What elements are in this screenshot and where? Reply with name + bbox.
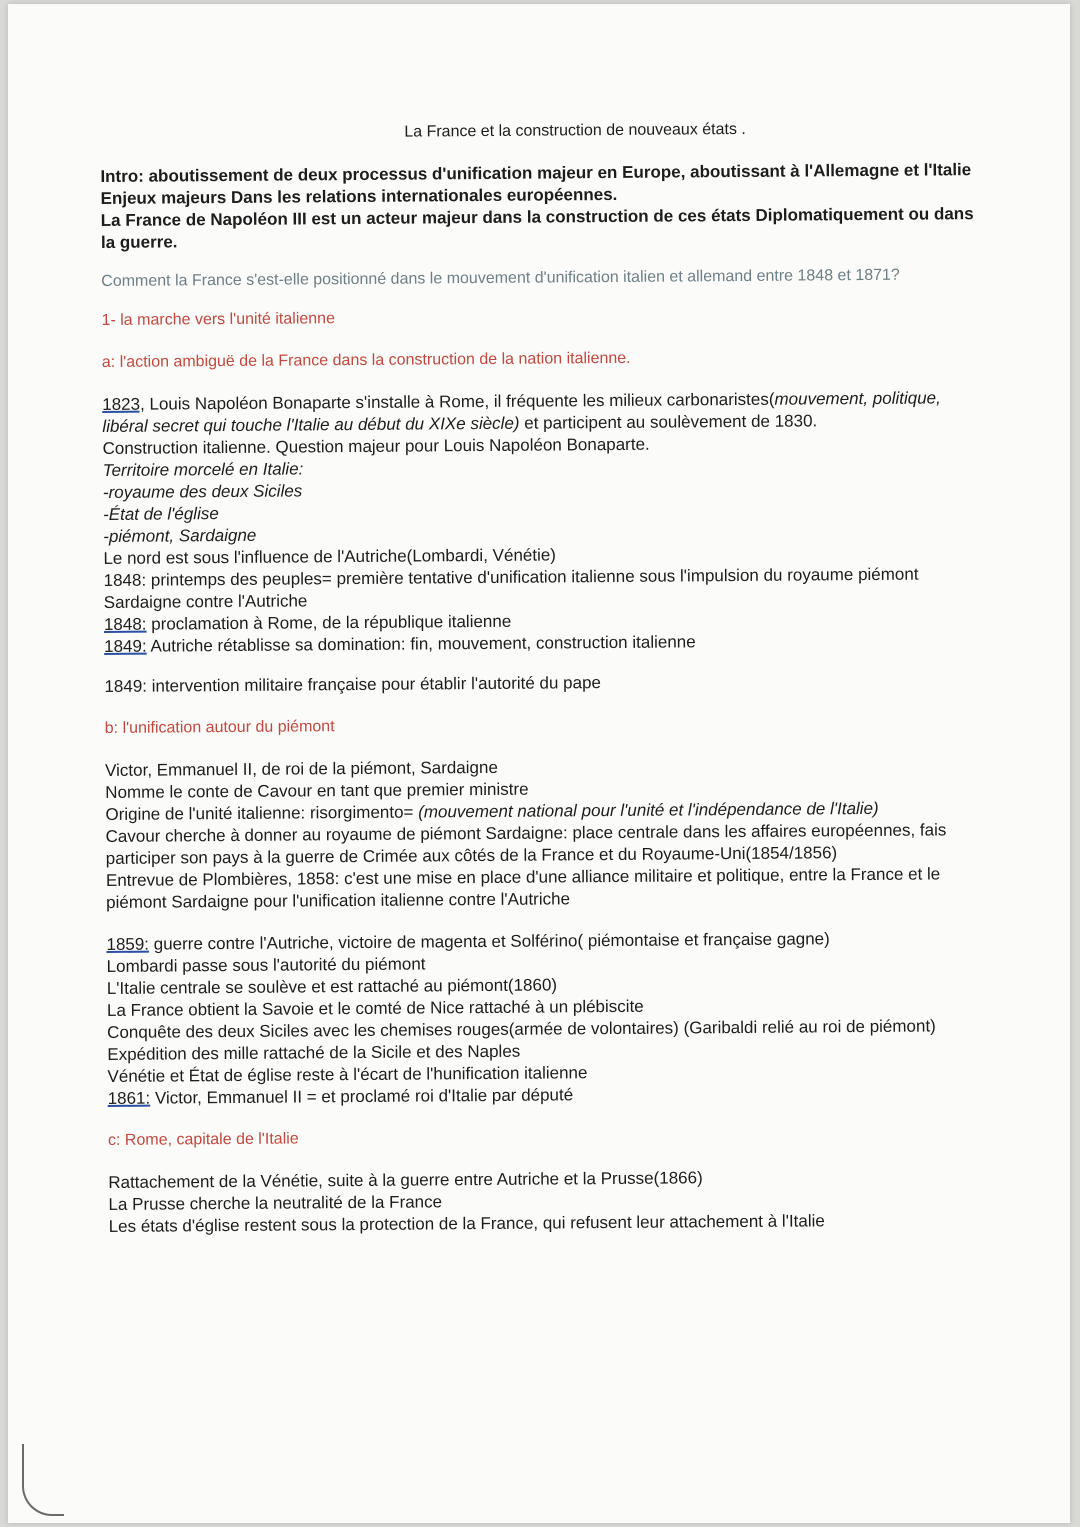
- page-curl-shadow: [22, 1444, 64, 1516]
- text: Autriche rétablisse sa domination: fin, mouvement, construction italienne: [146, 632, 696, 656]
- year: 1823,: [102, 394, 145, 414]
- text-italic: (mouvement national pour l'unité et l'indépendance de l'Italie): [418, 798, 879, 822]
- text-line: 1848: printemps des peuples= première tentative d'unification italienne sous l'impulsion du royaume piémont Sardaigne contre l'Autriche: [103, 564, 919, 612]
- text-line: Expédition des mille rattaché de la Sicile et des Naples: [107, 1041, 521, 1064]
- year: 1849:: [104, 636, 147, 656]
- text-line: Le nord est sous l'influence de l'Autriche(Lombardi, Vénétie): [103, 545, 557, 568]
- text-line: Les états d'église restent sous la protection de la France, qui refusent leur attachement à l'Italie: [108, 1211, 825, 1236]
- intro-block: [100, 159, 981, 254]
- year: 1848:: [103, 614, 147, 634]
- subsection-heading-a: a: l'action ambiguë de la France dans la construction de la nation italienne.: [101, 349, 631, 371]
- text: proclamation à Rome, de la république italienne: [146, 611, 512, 634]
- text-line: Entrevue de Plombières, 1858: c'est une mise en place d'une alliance militaire et politique, entre la France et le piémont Sardaigne pour l'unification italienne contre l'Autriche: [105, 864, 941, 912]
- text-line: Vénétie et État de église reste à l'écart de l'hunification italienne: [107, 1063, 588, 1086]
- paper-sheet: [8, 4, 1070, 1523]
- list-item: -piémont, Sardaigne: [103, 525, 257, 546]
- problematic-question: Comment la France s'est-elle positionné dans le mouvement d'unification italien et allemand entre 1848 et 1871?: [101, 266, 900, 290]
- subsection-heading-b: b: l'unification autour du piémont: [104, 718, 335, 737]
- text-line: Lombardi passe sous l'autorité du piémont: [106, 954, 426, 976]
- paragraph-b: [105, 753, 988, 1110]
- section-heading-1: 1- la marche vers l'unité italienne: [101, 310, 335, 329]
- year: 1861:: [107, 1088, 151, 1108]
- paragraph-a: [102, 387, 984, 698]
- text-line: Cavour cherche à donner au royaume de piémont Sardaigne: place centrale dans les affaires européennes, fais participer son pays à la guerre de Crimée aux côtés de la France et du Royaume-Uni(1854/1856): [105, 820, 947, 868]
- document-body: [100, 117, 989, 1238]
- text-line: Territoire morcelé en Italie:: [102, 459, 304, 480]
- text-line: La France obtient la Savoie et le comté de Nice rattaché à un plébiscite: [106, 996, 644, 1020]
- text-line: Construction italienne. Question majeur pour Louis Napoléon Bonaparte.: [102, 434, 650, 458]
- text-line: Victor, Emmanuel II, de roi de la piémont, Sardaigne: [105, 757, 498, 780]
- text-line: Conquête des deux Siciles avec les chemises rouges(armée de volontaires) (Garibaldi relié au roi de piémont): [107, 1016, 936, 1042]
- text-italic: mouvement, politique, libéral secret qui touche l'Italie au début du XIXe siècle): [102, 388, 941, 436]
- text-line: 1849: intervention militaire française pour établir l'autorité du pape: [104, 673, 602, 696]
- intro-line: La France de Napoléon III est un acteur majeur dans la construction de ces états Diplomatiquement ou dans la guerre.: [100, 204, 974, 252]
- text-line: L'Italie centrale se soulève et est rattaché au piémont(1860): [106, 975, 558, 998]
- paragraph-c: [108, 1165, 988, 1238]
- text: Victor, Emmanuel II = et proclamé roi d'Italie par député: [150, 1085, 574, 1108]
- text: guerre contre l'Autriche, victoire de magenta et Solférino( piémontaise et française gagne): [148, 929, 830, 954]
- list-item: -État de l'église: [102, 504, 219, 524]
- text-line: La Prusse cherche la neutralité de la France: [108, 1192, 443, 1214]
- intro-line: Intro: aboutissement de deux processus d'unification majeur en Europe, aboutissant à l'Allemagne et l'Italie: [100, 160, 972, 186]
- text: Louis Napoléon Bonaparte s'installe à Rome, il fréquente les milieux carbonaristes(: [144, 389, 775, 414]
- list-item: -royaume des deux Siciles: [102, 481, 303, 502]
- subsection-heading-c: c: Rome, capitale de l'Italie: [107, 1130, 299, 1149]
- text-line: Rattachement de la Vénétie, suite à la guerre entre Autriche et la Prusse(1866): [108, 1168, 703, 1192]
- intro-line: Enjeux majeurs Dans les relations internationales européennes.: [100, 184, 618, 208]
- page-title: La France et la construction de nouveaux états .: [404, 120, 746, 141]
- text: et participent au soulèvement de 1830.: [519, 411, 818, 433]
- text: Origine de l'unité italienne: risorgimento=: [105, 802, 419, 824]
- text-line: [102, 387, 982, 438]
- text-line: Nomme le conte de Cavour en tant que premier ministre: [105, 779, 529, 802]
- year: 1859:: [106, 934, 150, 954]
